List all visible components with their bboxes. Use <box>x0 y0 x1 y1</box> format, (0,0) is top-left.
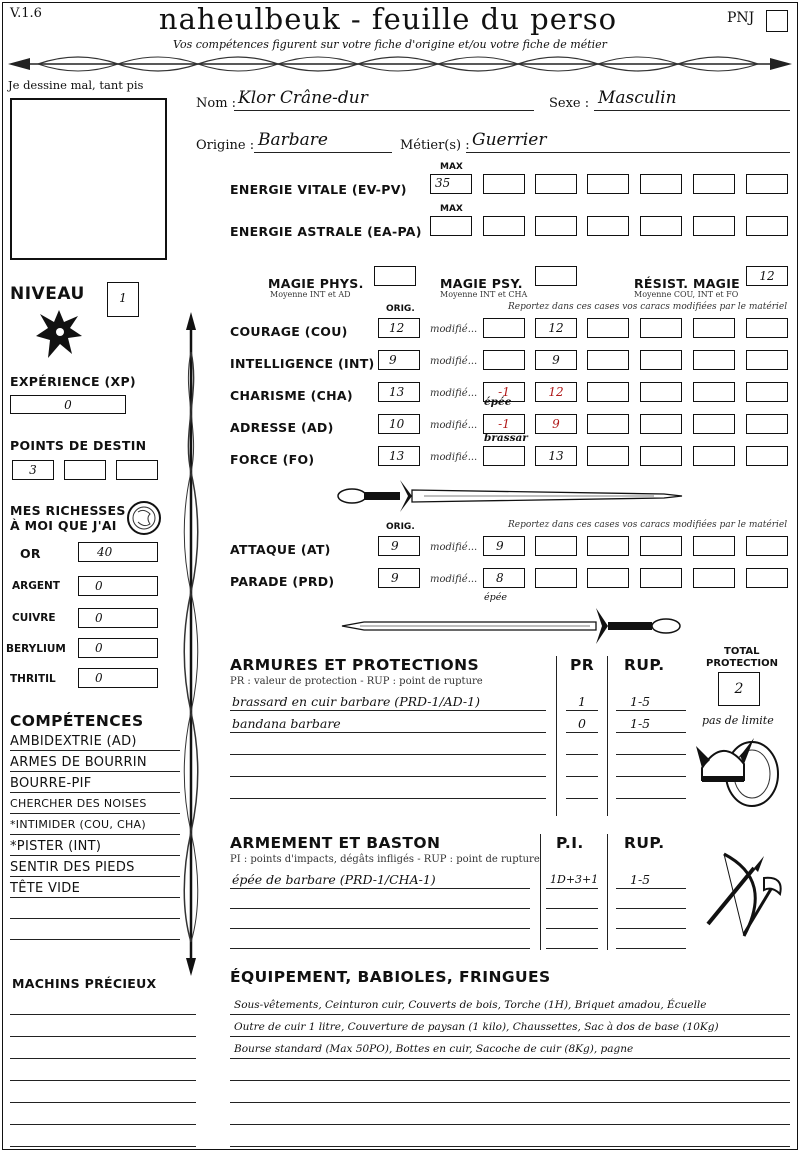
origine-value[interactable]: Barbare <box>258 130 328 150</box>
competence-item[interactable]: AMBIDEXTRIE (AD) <box>10 734 137 749</box>
armure-pr-line <box>566 732 598 733</box>
ev-max-box[interactable]: 35 <box>430 174 472 194</box>
carac-mod-box[interactable] <box>746 446 788 466</box>
niveau-box[interactable]: 1 <box>107 282 139 317</box>
metier-value[interactable]: Guerrier <box>472 130 547 150</box>
carac-mod-box[interactable]: 12 <box>535 318 577 338</box>
nom-label: Nom : <box>196 96 237 111</box>
arme-line <box>230 928 530 929</box>
carac-orig-box[interactable]: 10 <box>378 414 420 434</box>
carac-mod-box[interactable] <box>483 350 525 370</box>
ea-box-7[interactable] <box>746 216 788 236</box>
carac-mod-box[interactable] <box>587 318 629 338</box>
ev-box-3[interactable] <box>535 174 577 194</box>
armure-line <box>230 754 546 755</box>
modifie-label: modifié... <box>430 356 478 367</box>
richesses-label-2: À MOI QUE J'AI <box>10 518 117 533</box>
combat-mod-box[interactable] <box>693 568 735 588</box>
carac-mod-box[interactable] <box>746 318 788 338</box>
ea-box-1[interactable] <box>430 216 472 236</box>
arme-rup-line <box>616 948 686 949</box>
carac-mod-box[interactable] <box>587 350 629 370</box>
destin-box-1[interactable]: 3 <box>12 460 54 480</box>
modifie-label: modifié... <box>430 574 478 585</box>
combat-mod-box[interactable] <box>693 536 735 556</box>
carac-mod-box[interactable] <box>587 446 629 466</box>
armure-pr-line <box>566 710 598 711</box>
competences-title: COMPÉTENCES <box>10 712 144 730</box>
armure-line <box>230 732 546 733</box>
portrait-caption: Je dessine mal, tant pis <box>8 78 144 92</box>
armure-rup-line <box>616 732 686 733</box>
origine-line <box>254 152 392 153</box>
modifie-label: modifié... <box>430 452 478 463</box>
carac-mod-box[interactable] <box>746 350 788 370</box>
armure-rup[interactable]: 1-5 <box>630 716 651 731</box>
armures-rup-header: RUP. <box>624 656 665 674</box>
equipement-line <box>230 1146 790 1147</box>
total-protection-box[interactable]: 2 <box>718 672 760 706</box>
carac-orig-box[interactable]: 13 <box>378 446 420 466</box>
niveau-label: NIVEAU <box>10 284 85 304</box>
sexe-value[interactable]: Masculin <box>598 88 677 108</box>
ea-box-3[interactable] <box>535 216 577 236</box>
equipement-item[interactable]: Bourse standard (Max 50PO), Bottes en cuir, Sacoche de cuir (8Kg), pagne <box>234 1043 634 1055</box>
resist-magie-box[interactable]: 12 <box>746 266 788 286</box>
modifie-label: modifié... <box>430 388 478 399</box>
caracs-note: Reportez dans ces cases vos caracs modifiées par le matériel <box>508 302 788 312</box>
ev-box-5[interactable] <box>640 174 682 194</box>
machin-line[interactable] <box>10 1058 196 1059</box>
equipement-line <box>230 1014 790 1015</box>
carac-label: ADRESSE (AD) <box>230 420 334 435</box>
armement-pi-header: P.I. <box>556 834 584 852</box>
ea-max-label: MAX <box>440 204 463 214</box>
combat-note: Reportez dans ces cases vos caracs modifiées par le matériel <box>508 520 788 530</box>
machins-title: MACHINS PRÉCIEUX <box>12 976 157 991</box>
arme-pi-line <box>546 888 598 889</box>
machin-line[interactable] <box>10 1102 196 1103</box>
richesses-label-1: MES RICHESSES <box>10 503 126 518</box>
carac-mod-box[interactable] <box>746 414 788 434</box>
carac-mod-box[interactable]: 13 <box>535 446 577 466</box>
resist-magie-note: Moyenne COU, INT et FO <box>634 290 739 299</box>
modifie-label: modifié... <box>430 542 478 553</box>
modifie-label: modifié... <box>430 324 478 335</box>
magie-phys-box[interactable] <box>374 266 416 286</box>
armure-rup-line <box>616 710 686 711</box>
competence-item[interactable]: TÊTE VIDE <box>10 881 81 896</box>
competence-item[interactable]: *PISTER (INT) <box>10 839 102 854</box>
magie-psy-label: MAGIE PSY. <box>440 276 523 291</box>
carac-mod-box[interactable] <box>746 382 788 402</box>
destin-box-3[interactable] <box>116 460 158 480</box>
carac-mod-box[interactable] <box>693 382 735 402</box>
combat-orig-box[interactable]: 9 <box>378 568 420 588</box>
armement-rup-header: RUP. <box>624 834 665 852</box>
armure-name[interactable]: bandana barbare <box>232 716 341 731</box>
armures-subtitle: PR : valeur de protection - RUP : point de rupture <box>230 676 483 687</box>
carac-mod-box[interactable] <box>483 446 525 466</box>
carac-mod-note: brassar <box>484 432 528 444</box>
armure-rup-line <box>616 754 686 755</box>
argent-box[interactable]: 0 <box>78 576 158 596</box>
carac-mod-box[interactable] <box>693 318 735 338</box>
armure-pr[interactable]: 1 <box>578 694 586 709</box>
ea-box-2[interactable] <box>483 216 525 236</box>
carac-mod-box[interactable] <box>693 414 735 434</box>
competence-line <box>10 897 180 898</box>
competence-line <box>10 876 180 877</box>
arme-line <box>230 948 530 949</box>
weapons-icon <box>694 850 786 940</box>
resist-magie-label: RÉSIST. MAGIE <box>634 276 741 291</box>
equipement-line <box>230 1124 790 1125</box>
nom-value[interactable]: Klor Crâne-dur <box>238 88 368 108</box>
carac-mod-box[interactable]: -1 <box>483 414 525 434</box>
carac-mod-box[interactable] <box>640 350 682 370</box>
armures-title: ARMURES ET PROTECTIONS <box>230 656 480 674</box>
combat-mod-box[interactable] <box>587 568 629 588</box>
sexe-label: Sexe : <box>549 96 590 111</box>
equipement-item[interactable]: Outre de cuir 1 litre, Couverture de paysan (1 kilo), Chaussettes, Sac à dos de base (10Kg) <box>234 1021 719 1033</box>
arme-name[interactable]: épée de barbare (PRD-1/CHA-1) <box>232 872 436 887</box>
pnj-label: PNJ <box>727 10 755 26</box>
carac-mod-box[interactable] <box>693 446 735 466</box>
ea-label: ENERGIE ASTRALE (EA-PA) <box>230 224 422 239</box>
ev-box-4[interactable] <box>587 174 629 194</box>
modifie-label: modifié... <box>430 420 478 431</box>
no-limit-label: pas de limite <box>702 714 774 727</box>
nom-line <box>234 110 534 111</box>
combat-mod-box[interactable] <box>746 568 788 588</box>
competence-item[interactable]: BOURRE-PIF <box>10 776 92 791</box>
arme-pi[interactable]: 1D+3+1 <box>550 873 599 886</box>
sheet-subtitle: Vos compétences figurent sur votre fiche d'origine et/ou votre fiche de métier <box>173 38 607 51</box>
combat-mod-box[interactable]: 9 <box>483 536 525 556</box>
destin-label: POINTS DE DESTIN <box>10 438 147 453</box>
caracs-orig-label: ORIG. <box>386 304 415 314</box>
armures-sep-1 <box>556 656 557 816</box>
ea-box-5[interactable] <box>640 216 682 236</box>
sword-ornament-1 <box>334 476 684 516</box>
competence-item[interactable]: CHERCHER DES NOISES <box>10 797 147 810</box>
combat-orig-box[interactable]: 9 <box>378 536 420 556</box>
ev-label: ENERGIE VITALE (EV-PV) <box>230 182 407 197</box>
arme-pi-line <box>546 928 598 929</box>
carac-mod-note: épée <box>484 396 512 408</box>
portrait-box[interactable] <box>10 98 167 260</box>
combat-label: ATTAQUE (AT) <box>230 542 331 557</box>
carac-mod-box[interactable] <box>587 414 629 434</box>
armure-pr-line <box>566 798 598 799</box>
thritil-box[interactable]: 0 <box>78 668 158 688</box>
armure-pr-line <box>566 754 598 755</box>
sword-ornament-2 <box>340 606 685 646</box>
competence-line <box>10 855 180 856</box>
armure-rup-line <box>616 798 686 799</box>
sheet-title: naheulbeuk - feuille du perso <box>158 2 618 36</box>
armures-pr-header: PR <box>570 656 595 674</box>
equipement-title: ÉQUIPEMENT, BABIOLES, FRINGUES <box>230 968 551 986</box>
argent-label: ARGENT <box>12 580 60 592</box>
ea-box-4[interactable] <box>587 216 629 236</box>
total-protection-label-2: PROTECTION <box>706 658 778 669</box>
armement-title: ARMEMENT ET BASTON <box>230 834 441 852</box>
version-label: V.1.6 <box>10 6 42 21</box>
carac-mod-box[interactable] <box>640 414 682 434</box>
ev-box-7[interactable] <box>746 174 788 194</box>
metier-line <box>466 152 790 153</box>
armures-sep-2 <box>607 656 608 816</box>
armure-name[interactable]: brassard en cuir barbare (PRD-1/AD-1) <box>232 694 480 709</box>
carac-orig-box[interactable]: 12 <box>378 318 420 338</box>
ev-box-6[interactable] <box>693 174 735 194</box>
combat-mod-box[interactable] <box>640 536 682 556</box>
armure-rup[interactable]: 1-5 <box>630 694 651 709</box>
cuivre-box[interactable]: 0 <box>78 608 158 628</box>
armement-sep-1 <box>540 834 541 950</box>
carac-mod-box[interactable] <box>640 318 682 338</box>
combat-mod-note: épée <box>484 592 507 603</box>
carac-label: INTELLIGENCE (INT) <box>230 356 375 371</box>
berylium-label: BERYLIUM <box>6 643 66 655</box>
armure-line <box>230 776 546 777</box>
berylium-box[interactable]: 0 <box>78 638 158 658</box>
coin-icon <box>126 500 162 536</box>
dragon-icon <box>34 306 84 364</box>
ev-max-label: MAX <box>440 162 463 172</box>
carac-mod-box[interactable] <box>640 382 682 402</box>
magie-phys-note: Moyenne INT et AD <box>270 290 351 299</box>
metier-label: Métier(s) : <box>400 138 470 153</box>
armure-rup-line <box>616 776 686 777</box>
competence-line <box>10 750 180 751</box>
sexe-line <box>594 110 790 111</box>
carac-mod-box[interactable]: 12 <box>535 382 577 402</box>
machin-line[interactable] <box>10 1080 196 1081</box>
or-box[interactable]: 40 <box>78 542 158 562</box>
carac-mod-box[interactable]: -1 <box>483 382 525 402</box>
combat-mod-box[interactable] <box>587 536 629 556</box>
combat-orig-label: ORIG. <box>386 522 415 532</box>
experience-box[interactable]: 0 <box>10 395 126 414</box>
competence-line <box>10 834 180 835</box>
competence-item[interactable]: *INTIMIDER (COU, CHA) <box>10 818 146 831</box>
armement-sep-2 <box>607 834 608 950</box>
ea-box-6[interactable] <box>693 216 735 236</box>
machin-line[interactable] <box>10 1146 196 1147</box>
or-label: OR <box>20 546 41 561</box>
machin-line[interactable] <box>10 1124 196 1125</box>
equipement-line <box>230 1080 790 1081</box>
equipement-line <box>230 1036 790 1037</box>
carac-label: FORCE (FO) <box>230 452 315 467</box>
armure-pr[interactable]: 0 <box>578 716 586 731</box>
carac-label: COURAGE (COU) <box>230 324 348 339</box>
carac-mod-box[interactable] <box>587 382 629 402</box>
combat-mod-box[interactable] <box>640 568 682 588</box>
carac-orig-box[interactable]: 9 <box>378 350 420 370</box>
arme-rup[interactable]: 1-5 <box>630 872 651 887</box>
ev-box-2[interactable] <box>483 174 525 194</box>
arme-line <box>230 908 530 909</box>
total-protection-label-1: TOTAL <box>724 646 760 657</box>
experience-label: EXPÉRIENCE (XP) <box>10 374 136 389</box>
equipement-line <box>230 1058 790 1059</box>
armure-line <box>230 798 546 799</box>
arme-pi-line <box>546 908 598 909</box>
thritil-label: THRITIL <box>10 673 56 685</box>
pnj-checkbox[interactable] <box>766 10 788 32</box>
competence-line <box>10 939 180 940</box>
cuivre-label: CUIVRE <box>12 612 56 624</box>
machin-line[interactable] <box>10 1036 196 1037</box>
combat-label: PARADE (PRD) <box>230 574 335 589</box>
spear-ornament <box>180 312 202 976</box>
arme-pi-line <box>546 948 598 949</box>
origine-label: Origine : <box>196 138 255 153</box>
carac-mod-box[interactable]: 9 <box>535 414 577 434</box>
carac-label: CHARISME (CHA) <box>230 388 353 403</box>
carac-mod-box[interactable] <box>483 318 525 338</box>
arme-rup-line <box>616 928 686 929</box>
carac-mod-box[interactable] <box>693 350 735 370</box>
equipement-item[interactable]: Sous-vêtements, Ceinturon cuir, Couverts de bois, Torche (1H), Briquet amadou, Écuelle <box>234 999 707 1011</box>
combat-mod-box[interactable]: 8 <box>483 568 525 588</box>
arme-rup-line <box>616 888 686 889</box>
competence-item[interactable]: ARMES DE BOURRIN <box>10 755 147 770</box>
armement-subtitle: PI : points d'impacts, dégâts infligés - RUP : point de rupture <box>230 854 540 865</box>
carac-mod-box[interactable] <box>640 446 682 466</box>
carac-orig-box[interactable]: 13 <box>378 382 420 402</box>
armure-pr-line <box>566 776 598 777</box>
header-ornament <box>8 52 792 76</box>
combat-mod-box[interactable] <box>535 568 577 588</box>
arme-line <box>230 888 530 889</box>
machin-line[interactable] <box>10 1014 196 1015</box>
magie-psy-box[interactable] <box>535 266 577 286</box>
carac-mod-box[interactable]: 9 <box>535 350 577 370</box>
competence-line <box>10 813 180 814</box>
arme-rup-line <box>616 908 686 909</box>
helmet-shield-icon <box>694 728 784 810</box>
magie-psy-note: Moyenne INT et CHA <box>440 290 528 299</box>
competence-line <box>10 918 180 919</box>
competence-item[interactable]: SENTIR DES PIEDS <box>10 860 135 875</box>
combat-mod-box[interactable] <box>535 536 577 556</box>
armure-line <box>230 710 546 711</box>
equipement-line <box>230 1102 790 1103</box>
magie-phys-label: MAGIE PHYS. <box>268 276 364 291</box>
combat-mod-box[interactable] <box>746 536 788 556</box>
destin-box-2[interactable] <box>64 460 106 480</box>
competence-line <box>10 771 180 772</box>
competence-line <box>10 792 180 793</box>
